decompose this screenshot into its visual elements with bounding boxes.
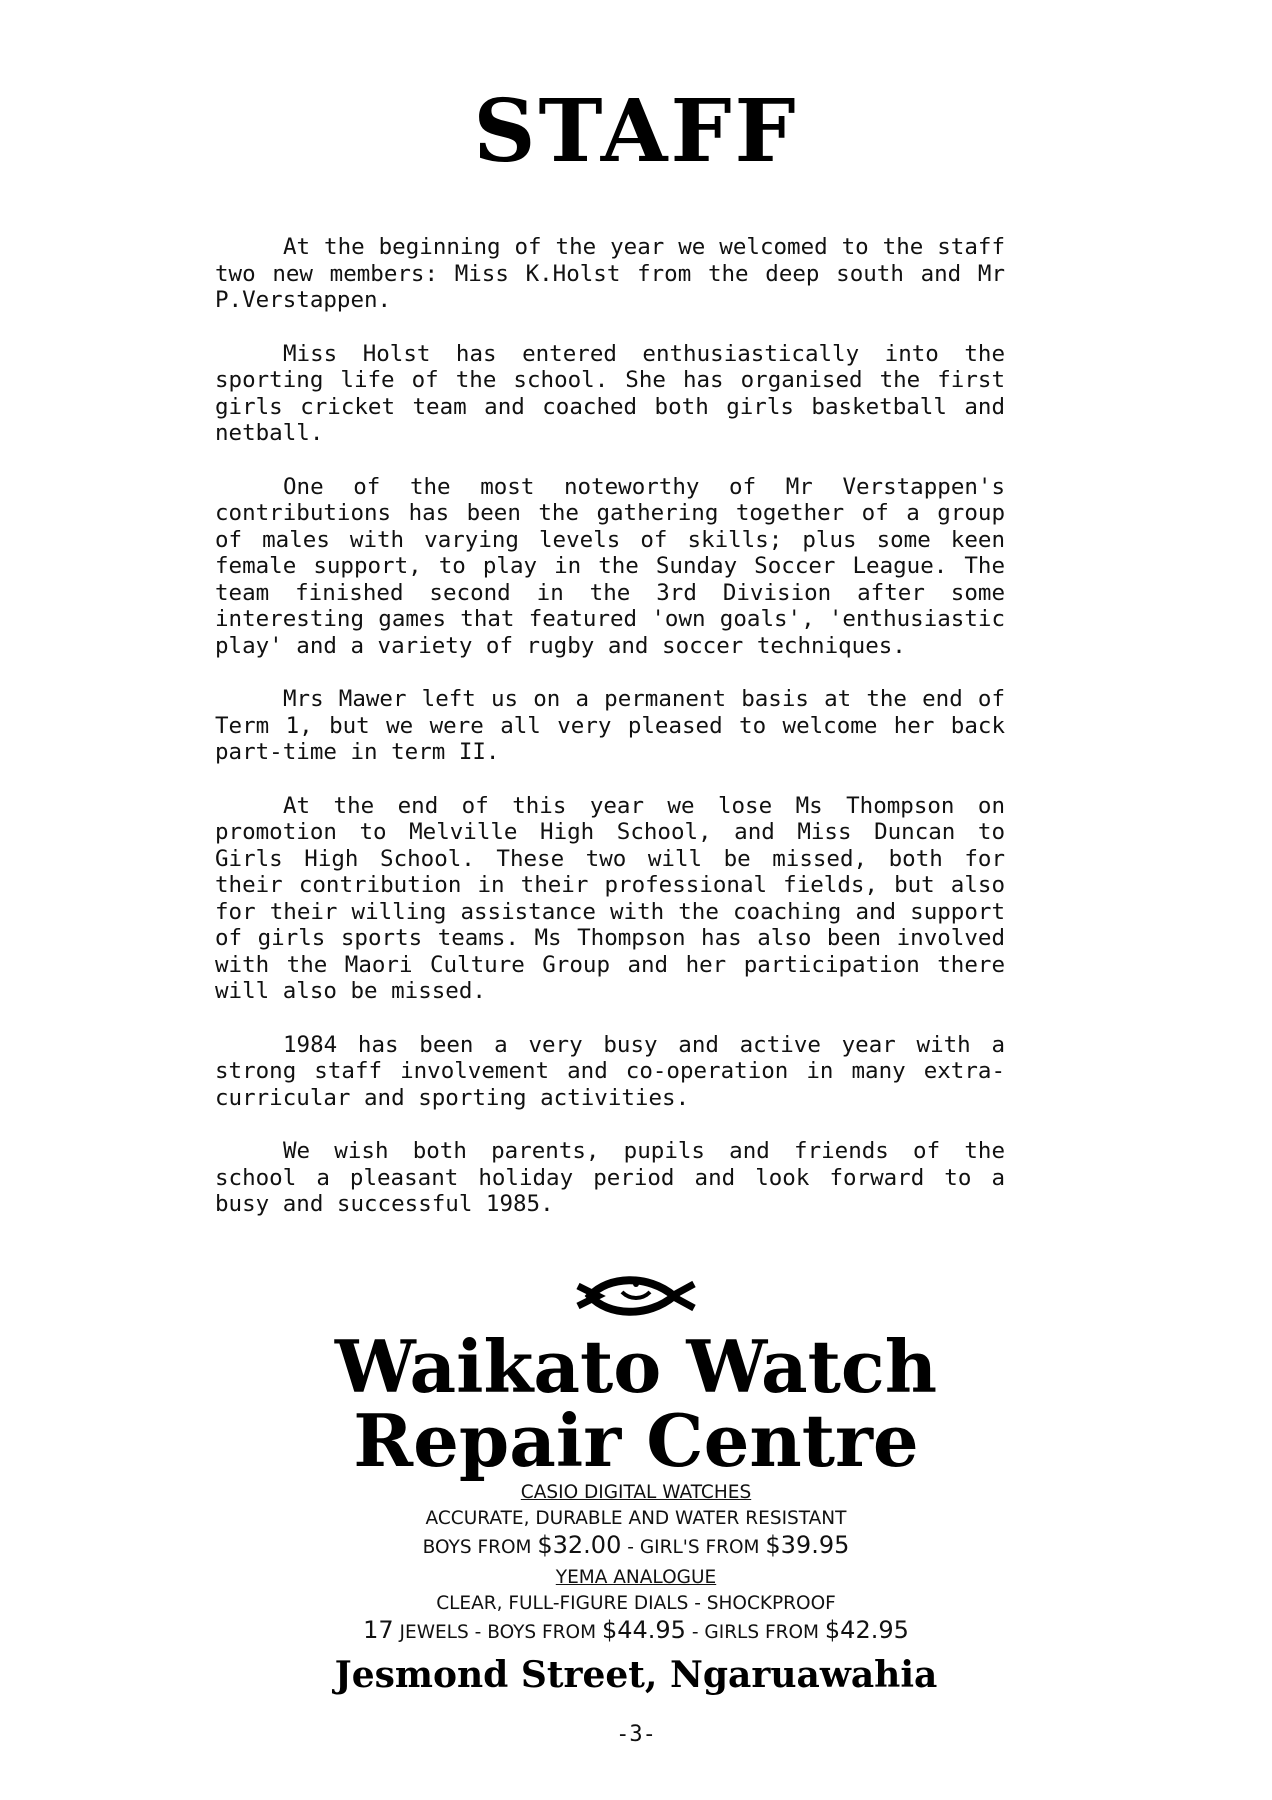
price-separator: - [691, 1622, 699, 1643]
yema-boys-price: $44.95 [601, 1616, 686, 1644]
fish-icon [576, 1272, 696, 1320]
yema-jewels-count: 17 [363, 1616, 394, 1644]
article-paragraph: 1984 has been a very busy and active year with a strong staff involvement and co-operation in many extra-curricular and sporting activities. [215, 1031, 1005, 1111]
casio-heading: CASIO DIGITAL WATCHES [520, 1482, 752, 1503]
page-heading: STAFF [473, 81, 799, 182]
casio-boys-price: $32.00 [537, 1531, 622, 1559]
casio-features: ACCURATE, DURABLE AND WATER RESISTANT [425, 1508, 847, 1529]
staff-article [215, 234, 1005, 1245]
price-separator: - [627, 1537, 634, 1558]
business-name-line2: Repair Centre [353, 1398, 919, 1483]
article-paragraph: One of the most noteworthy of Mr Verstappen's contributions has been the gathering together of a group of males with varying levels of skills; plus some keen female support, to play in the Sunday Soccer League. The team finished second in the 3rd Division after some interesting games that featured 'own goals', 'enthusiastic play' and a variety of rugby and soccer techniques. [215, 473, 1005, 659]
casio-girls-price: $39.95 [765, 1531, 850, 1559]
yema-jewels-label: JEWELS [399, 1622, 469, 1643]
page-number: -3- [616, 1722, 656, 1747]
yema-girls-price: $42.95 [824, 1616, 909, 1644]
article-paragraph: Miss Holst has entered enthusiastically into the sporting life of the school. She has organised the first girls cricket team and coached both girls basketball and netball. [215, 340, 1005, 446]
yema-boys-label: BOYS FROM [487, 1622, 597, 1643]
article-paragraph: At the beginning of the year we welcomed to the staff two new members: Miss K.Holst from the deep south and Mr P.Verstappen. [215, 234, 1005, 313]
article-paragraph: We wish both parents, pupils and friends of the school a pleasant holiday period and look forward to a busy and successful 1985. [215, 1138, 1005, 1217]
casio-prices [0, 1532, 1272, 1561]
yema-features: CLEAR, FULL-FIGURE DIALS - SHOCKPROOF [436, 1593, 836, 1614]
casio-girls-label: GIRL'S FROM [639, 1537, 760, 1558]
price-separator: - [474, 1622, 482, 1643]
yema-girls-label: GIRLS FROM [704, 1622, 820, 1643]
business-address: Jesmond Street, Ngaruawahia [334, 1654, 938, 1696]
watch-repair-advert [0, 1272, 1272, 1698]
business-name-line1: Waikato Watch [334, 1324, 938, 1409]
article-paragraph: At the end of this year we lose Ms Thompson on promotion to Melville High School, and Miss Duncan to Girls High School. These two will be missed, both for their contribution in their professional fields, but also for their willing assistance with the coaching and support of girls sports teams. Ms Thompson has also been involved with the Maori Culture Group and her participation there will also be missed. [215, 792, 1005, 1004]
yema-heading: YEMA ANALOGUE [555, 1567, 717, 1588]
article-paragraph: Mrs Mawer left us on a permanent basis at the end of Term 1, but we were all very pleased to welcome her back part-time in term II. [215, 686, 1005, 765]
yema-prices [0, 1617, 1272, 1646]
casio-boys-label: BOYS FROM [422, 1537, 532, 1558]
